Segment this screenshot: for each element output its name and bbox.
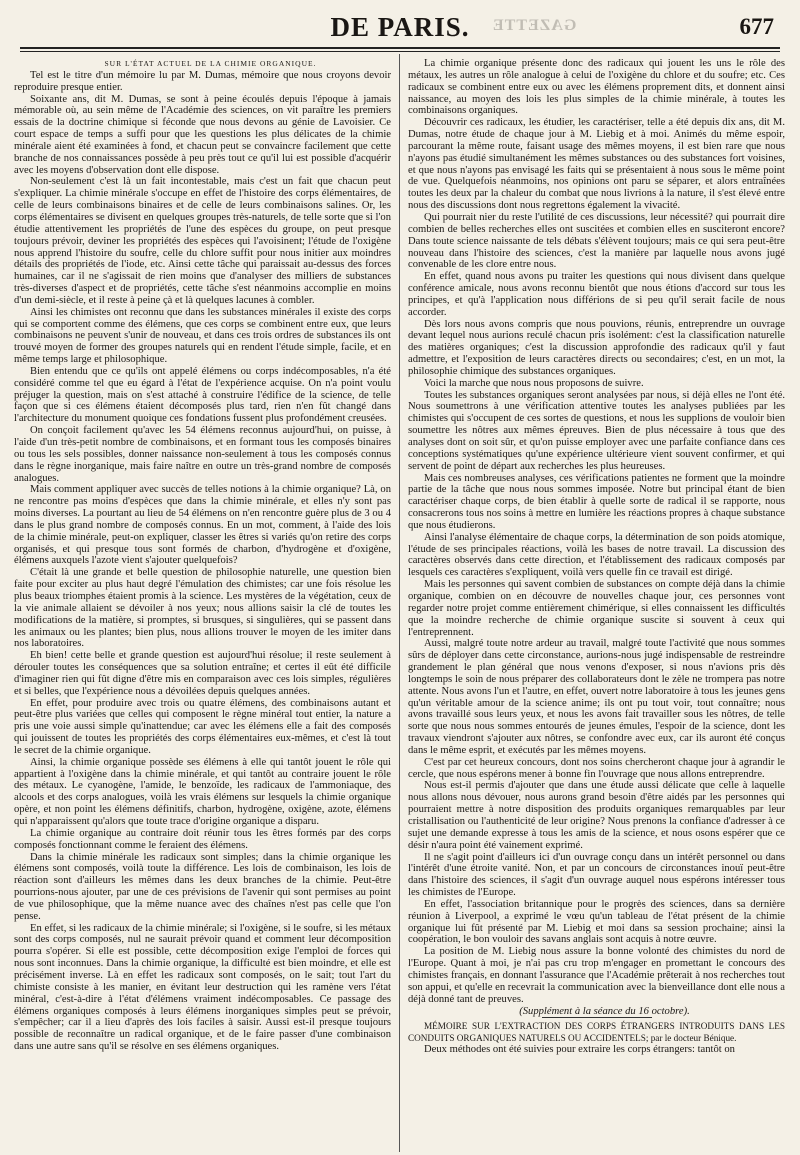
paragraph: Découvrir ces radicaux, les étudier, les caractériser, telle a été depuis dix ans, dit M. Dumas, notre étude de chaque jour à M. Liebig et à moi. Animés du même espoir, parcourant la même route, faisant usage des mêmes moyens, il est bien rare que nous n'ayons pas étudié simultanément les mêmes substances ou des substances fort voisines, et que nous n'ayons pas envisagé les faits qui se présentaient à nous sous le même point de vue. Quelquefois néanmoins, nos opinions ont paru se séparer, et alors entraînées toutes les deux par la chaleur du combat que nous livrions à la nature, il s'est élevé entre nous des discussions dont nous regrettons également la vivacité. (408, 117, 785, 212)
paragraph: La chimie organique au contraire doit réunir tous les êtres formés par des corps composés fonctionnant comme le feraient des élémens. (14, 827, 391, 851)
paragraph: La position de M. Liebig nous assure la bonne volonté des chimistes du nord de l'Europe. Quant à moi, je n'ai pas cru trop m'engager en promettant le concours des chimistes français, en donnant l'assurance que l'Académie prêterait à nos recherches tout son appui, et qu'elle en recevrait la communication avec la bienveillance dont elle nous a déjà donné tant de preuves. (408, 946, 785, 1005)
paragraph: Dans la chimie minérale les radicaux sont simples; dans la chimie organique les élémens sont composés, voilà toute la différence. Les lois de combinaison, les lois de réaction sont d'ailleurs les mêmes dans les deux branches de la chimie. Peut-être pourrions-nous ajouter, par une de ces prévisions de l'avenir qui sont permises au point de vue philosophique, que la même nuance avec des chaînes n'est pas celle que l'on pense. (14, 851, 391, 922)
paragraph: Dès lors nous avons compris que nous pouvions, réunis, entreprendre un ouvrage devant lequel nous aurions reculé chacun pris isolément: c'est la classification naturelle des matières organiques; c'est la discussion approfondie des radicaux qu'il y faut admettre, et l'exposition de leurs caractères directs ou secondaires; c'est, en un mot, la philosophie chimique des substances organiques. (408, 318, 785, 377)
right-column (408, 58, 785, 1152)
supplement-note: (Supplément à la séance du 16 octobre). (519, 1005, 690, 1017)
paragraph: Ainsi l'analyse élémentaire de chaque corps, la détermination de son poids atomique, l'étude de ses principales réactions, voilà les bases de notre travail. La discussion des caractères observés dans cette direction, et l'établissement des radicaux composés par lesquels ces caractères s'expliquent, voilà vers quelle fin ce travail est dirigé. (408, 531, 785, 579)
memoir-paragraph: Deux méthodes ont été suivies pour extraire les corps étrangers: tantôt on (424, 1044, 735, 1056)
supplement-rule (542, 1017, 652, 1018)
paragraph: Eh bien! cette belle et grande question est aujourd'hui résolue; il reste seulement à dérouler toutes les conséquences que sa solution entraîne; et certes il eût été difficile d'imaginer rien qui fût digne d'être mis en comparaison avec ces lois simples, régulières et si belles, que l'expérience nous a dévoilées depuis quelques années. (14, 650, 391, 697)
left-column (14, 58, 391, 1152)
paragraph: Tel est le titre d'un mémoire lu par M. Dumas, mémoire que nous croyons devoir reproduire presque entier. (14, 69, 391, 93)
paragraph: C'est par cet heureux concours, dont nos soins chercheront chaque jour à agrandir le cercle, que nous espérons mener à bonne fin l'ouvrage que nous allons entreprendre. (408, 756, 785, 780)
bleed-through-text: GAZETTE (492, 17, 577, 34)
paragraph: Ainsi, la chimie organique possède ses élémens à elle qui tantôt jouent le rôle qui appartient à l'oxigène dans la chimie minérale, et qui tantôt au contraire jouent le rôle des métaux. Le cyanogène, l'amide, le benzoïde, les radicaux de l'ammoniaque, des alcools et des corps analogues, voilà les vrais élémens sur lesquels la chimie organique opère, et non point les élémens définitifs, charbon, hydrogène, oxigène, azote, élémens qui n'apparaissent qu'alors que toute trace d'origine organique a disparu. (14, 756, 391, 827)
paragraph: Il ne s'agit point d'ailleurs ici d'un ouvrage conçu dans un intérêt personnel ou dans l'intérêt d'une étroite vanité. Non, et par un concours de circonstances inouï peut-être dans l'histoire des sciences, il s'agit d'un ouvrage auquel nous espérons intéresser tous les chimistes de l'Europe. (408, 851, 785, 899)
paragraph: Toutes les substances organiques seront analysées par nous, si déjà elles ne l'ont été. Nous soumettrons à une vérification attentive toutes les analyses publiées par les chimistes qui s'occupent de ces sortes de questions, et nous les supplions de vouloir bien soumettre les nôtres aux mêmes épreuves. Bien de plus nécessaire à tous que des analyses dont on soit sûr, et qu'on puisse employer avec une parfaite confiance dans ces conceptions systématiques qu'une expérience ultérieure vient souvent confirmer, et qui servent de point de départ aux recherches les plus heureuses. (408, 389, 785, 472)
paragraph: On conçoit facilement qu'avec les 54 élémens reconnus aujourd'hui, on puisse, à l'aide d'un très-petit nombre de combinaisons, et en formant tous les composés binaires ou tous les sels possibles, donner naissance non-seulement à tous les composés connus dans le règne inorganique, mais faire naître en outre un très-grand nombre de composés analogues. (14, 425, 391, 484)
paragraph: Mais ces nombreuses analyses, ces vérifications patientes ne forment que la moindre partie de la tâche que nous nous sommes imposée. Notre but principal étant de bien caractériser chaque corps, de bien établir à quelle sorte de radical il se rapporte, nous consacrerons tous nos soins à mettre en lumière les réactions propres à chaque substance que nous étudierons. (408, 472, 785, 531)
paragraph: Aussi, malgré toute notre ardeur au travail, malgré toute l'activité que nous sommes sûrs de déployer dans cette circonstance, aurions-nous jugé indispensable de restreindre grandement le plan général que nous venons d'exposer, si nous n'avions pris dès longtemps le soin de nous préparer des collaborateurs dont le zèle ne trompera pas notre attente. Nous avons l'un et l'autre, en effet, ouvert notre laboratoire à tous les jeunes gens qu'un véritable amour de la science anime; ils ont pu tout voir, tout connaître; nous avons travaillé sous leurs yeux, et nous les avons fait travailler sous les nôtres, de telle sorte que nous nous sommes entourés de jeunes émules, l'espoir de la science, dont les travaux viendront s'ajouter aux nôtres, se confondre avec eux, car ils auront été conçus dans le même esprit, et exécutés par les mêmes moyens. (408, 638, 785, 756)
paragraph: Ainsi les chimistes ont reconnu que dans les substances minérales il existe des corps qui se comportent comme des élémens, que ces corps se combinent entre eux, que leurs combinaisons ne peuvent s'unir de nouveau, et dans ces trois ordres de substances ils ont trouvé moyen de former des groupes naturels qui en rendent l'étude simple, facile, et en même temps large et philosophique. (14, 306, 391, 366)
column-divider (399, 54, 400, 1152)
paragraph: C'était là une grande et belle question de philosophie naturelle, une question bien faite pour exciter au plus haut degré l'émulation des chimistes; car une fois résolue les plus beaux triomphes étaient promis à la science. Les mystères de la végétation, ceux de la vie animale allaient se dévoiler à nos yeux; nous allions saisir la clé de toutes les modifications de la matière, si promptes, si brusques, si singulières, qui se passent dans les animaux ou les plantes; bien plus, nous allions trouver le moyen de les imiter dans nos laboratoires. (14, 567, 391, 650)
header-rule-thin (20, 51, 780, 52)
paragraph: Soixante ans, dit M. Dumas, se sont à peine écoulés depuis l'époque à jamais mémorable où, au sein même de l'Académie des sciences, on vit paraître les premiers essais de la doctrine chimique si féconde que nous devons au génie de Lavoisier. Ce court espace de temps a suffi pour que les questions les plus délicates de la chimie minérale aient été examinées à fond, et chacun peut se convaincre facilement que cette branche de nos connaissances possède à peu près tout ce qu'il lui est possible d'acquérir avec les moyens d'observation dont elle dispose. (14, 93, 391, 176)
header-rule-thick (20, 47, 780, 49)
paragraph: Voici la marche que nous nous proposons de suivre. (424, 377, 644, 389)
running-title: DE PARIS. (330, 12, 470, 42)
paragraph: Bien entendu que ce qu'ils ont appelé élémens ou corps indécomposables, n'a été considéré comme tel que eu égard à l'état de l'expérience acquise. On n'a point voulu préjuger la question, mais on s'est attaché à construire l'édifice de la science, de telle façon que si ces élémens étaient décomposés plus tard, rien n'en fût changé dans l'architecture du monument quoique ces fondations fussent plus profondément creusées. (14, 365, 391, 425)
memoir-title: MÉMOIRE SUR L'EXTRACTION DES CORPS ÉTRANGERS INTRODUITS DANS LES CONDUITS ORGANIQUES NATURELS OU ACCIDENTELS; par le docteur Bénique. (408, 1021, 785, 1043)
paragraph: La chimie organique présente donc des radicaux qui jouent les uns le rôle des métaux, les autres un rôle analogue à celui de l'oxigène du chlore et du soufre; etc. Ces radicaux se combinent entre eux ou avec les élémens proprement dits, et donnent ainsi naissance, au moyen des lois les plus simples de la chimie minérale, à toutes les combinaisons organiques. (408, 58, 785, 117)
article-heading: SUR L'ÉTAT ACTUEL DE LA CHIMIE ORGANIQUE. (104, 59, 317, 68)
paragraph: Non-seulement c'est là un fait incontestable, mais c'est un fait que chacun peut s'expliquer. La chimie minérale s'occupe en effet de l'histoire des corps élémentaires, de celle de leurs combinaisons binaires et de celle de leurs combinaisons salines. Or, les corps élémentaires se divisent en quelques groupes très-naturels, de telle sorte que si l'on étudie attentivement les propriétés de l'une des espèces du groupe, on peut presque toujours prévoir, deviner les propriétés des espèces qui l'avoisinent; l'étude de l'oxigène nous apprend l'histoire du soufre, celle du chlore suffit pour nous initier aux moindres détails des propriétés de l'iode, etc. Ainsi cette tâche qui paraissait au-dessus des forces humaines, car il ne s'agissait de rien moins que d'analyser des milliers de substances très-diverses d'aspect et de propriétés, cette tâche s'est néanmoins accomplie en moins d'un demi-siècle, et il reste à peine çà et là quelques lacunes à combler. (14, 176, 391, 306)
paragraph: Mais les personnes qui savent combien de substances on compte déjà dans la chimie organique, combien on en découvre de nouvelles chaque jour, ces personnes vont regarder notre projet comme entièrement chimérique, si elles connaissent les difficultés que la moindre recherche de chimie organique suscite si souvent à ceux qui l'entreprennent. (408, 579, 785, 638)
paragraph: Mais comment appliquer avec succès de telles notions à la chimie organique? Là, on ne rencontre pas moins d'espèces que dans la chimie minérale, et elles n'y sont pas moins diverses. La pourtant au lieu de 54 élémens on n'en rencontre guère plus de 3 ou 4 dans le plus grand nombre de composés connus. En un mot, comment, à l'aide des lois de la chimie minérale, peut-on expliquer, classer les êtres si variés qu'on retire des corps organisés, et qui presque tous sont formés de charbon, d'hydrogène et d'oxigène, élémens auxquels l'azote vient s'ajouter quelquefois? (14, 484, 391, 567)
paragraph: En effet, si les radicaux de la chimie minérale; si l'oxigène, si le soufre, si les métaux sont des corps composés, nul ne saurait prévoir quand et comment leur décomposition pourra s'opérer. Si elle est possible, cette décomposition exige l'emploi de forces qui nous sont inconnues. Dans la chimie organique, la difficulté est bien moindre, et elle est précisément inverse. Là en effet les radicaux sont composés, on le sait; tout l'art du chimiste consiste à les manier, en évitant leur destruction qui les ramène vers l'état minéral, c'est-à-dire à l'état d'élémens vraiment indécomposables. Ce passage des élémens organiques composés à leurs élémens inorganiques simples peut se prévoir, s'empêcher; car il a lieu d'après des lois faciles à saisir. Aussi est-il presque toujours possible de reconnaître un radical organique, et de le faire passer d'une combinaison dans une autre sans qu'il se résolve en ses élémens organiques. (14, 922, 391, 1053)
page-header (0, 0, 800, 58)
paragraph: En effet, pour produire avec trois ou quatre élémens, des combinaisons autant et peut-être plus variées que celles qui composent le règne minéral tout entier, la nature a pris une voie aussi simple qu'inattendue; car avec les élémens elle a fait des composés qui jouissent de toutes les propriétés des corps élémentaires eux-mêmes, et c'est là tout le secret de la chimie organique. (14, 697, 391, 756)
paragraph: Nous est-il permis d'ajouter que dans une étude aussi délicate que celle à laquelle nous allons nous dévouer, nous aurons grand besoin d'être aidés par les personnes qui pourraient mettre à notre disposition des produits organiques remarquables par leur cristallisation ou l'authenticité de leur origine? Nous prenons la confiance d'adresser à ce sujet une demande expresse à tous les amis de la science, et nous osons espérer que ce désir n'aura point été vainement exprimé. (408, 780, 785, 851)
paragraph: En effet, quand nous avons pu traiter les questions qui nous divisent dans quelque conférence amicale, nous avons reconnu bientôt que nous étions d'accord sur tous les principes, et qu'à l'application nous différions de si peu qu'il serait facile de nous accorder. (408, 271, 785, 318)
page-number: 677 (739, 14, 774, 39)
paragraph: Qui pourrait nier du reste l'utilité de ces discussions, leur nécessité? qui pourrait dire combien de belles recherches elles ont suscitées et combien elles en susciteront encore? Dans toute science naissante de tels débats s'élèvent toujours; mais ce qui sera peut-être nouveau dans l'histoire des sciences, c'est la manière par laquelle nous avons jugé convenable de les clore entre nous. (408, 211, 785, 271)
left-column-paragraphs (14, 70, 391, 1053)
paragraph: En effet, l'association britannique pour le progrès des sciences, dans sa dernière réunion à Liverpool, a exprimé le vœu qu'un tableau de l'état présent de la chimie organique lui fût présenté par M. Liebig et moi dans sa session prochaine; ainsi la coopération, le bon vouloir des savans anglais sont acquis à notre œuvre. (408, 898, 785, 946)
right-column-paragraphs (408, 58, 785, 1006)
